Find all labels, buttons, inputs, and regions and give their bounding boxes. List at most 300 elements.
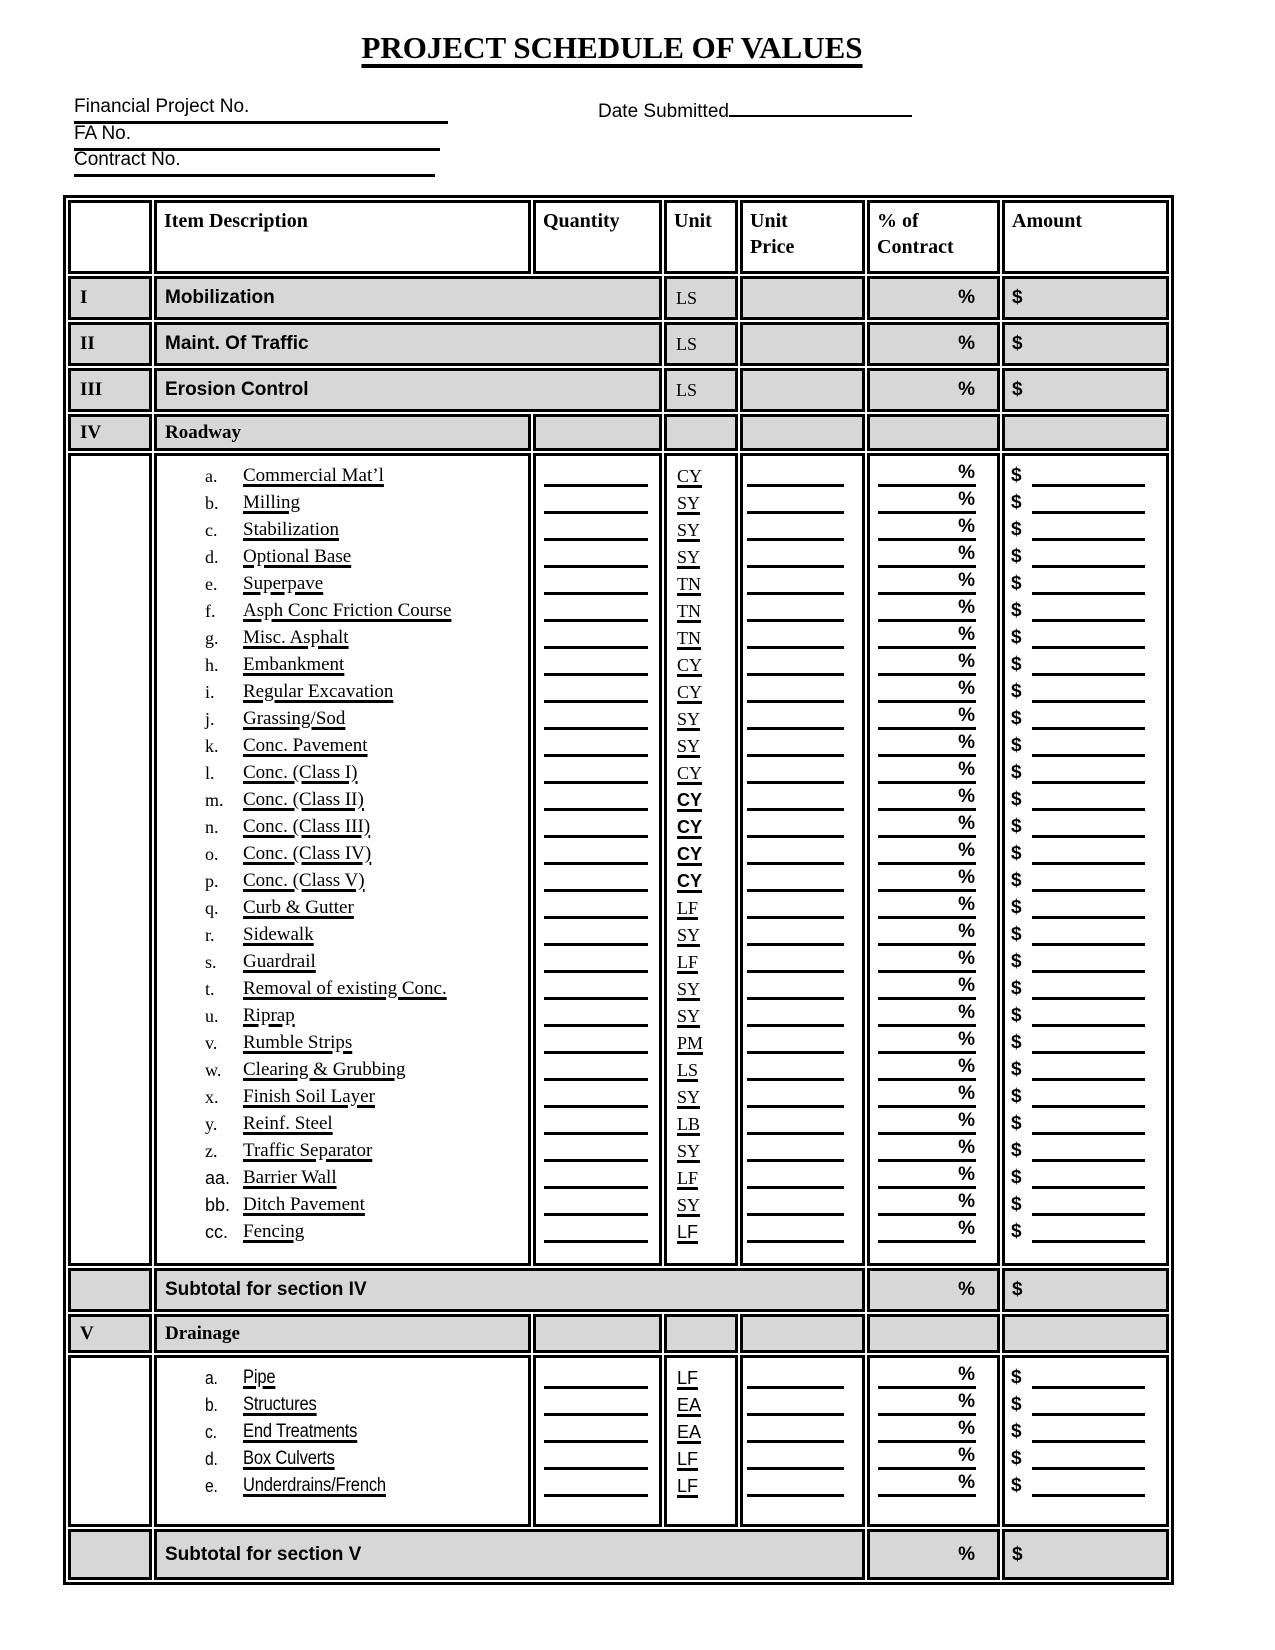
unit-price-blank[interactable] [747, 884, 844, 892]
item-line-amt [1006, 1471, 1165, 1498]
item-line-qty [537, 1136, 658, 1163]
percent-cell[interactable]: % [867, 368, 1000, 412]
quantity-blank[interactable] [544, 695, 648, 703]
item-line-qty [537, 1190, 658, 1217]
item-letter: bb. [205, 1195, 231, 1215]
item-description: Pipe [243, 1367, 276, 1388]
quantity-blank[interactable] [544, 803, 648, 811]
quantity-blank[interactable] [544, 884, 648, 892]
percent-sign: % [958, 1218, 975, 1239]
quantity-blank[interactable] [544, 506, 648, 514]
item-line-qty [537, 758, 658, 785]
quantity-blank[interactable] [544, 938, 648, 946]
amount-blank[interactable] [1032, 479, 1145, 487]
item-description: Grassing/Sod [243, 708, 346, 729]
roadway-units [664, 453, 738, 1266]
fa-no-field[interactable] [74, 123, 440, 151]
amount-blank[interactable] [1032, 1489, 1145, 1497]
unit-price-blank[interactable] [747, 1100, 844, 1108]
item-description: Asph Conc Friction Course [243, 600, 452, 621]
quantity-blank[interactable] [544, 911, 648, 919]
item-line-pct [871, 542, 996, 569]
item-line-unit [668, 947, 734, 974]
row-description: Maint. Of Traffic [154, 322, 662, 366]
quantity-blank[interactable] [544, 992, 648, 1000]
item-line-desc [158, 731, 527, 758]
header-pct-of-contract: % of Contract [867, 200, 1000, 274]
unit-price-blank[interactable] [747, 533, 844, 541]
quantity-blank[interactable] [544, 1208, 648, 1216]
item-line-pct [871, 812, 996, 839]
quantity-blank[interactable] [544, 1181, 648, 1189]
item-line-pct [871, 920, 996, 947]
unit-price-blank[interactable] [747, 722, 844, 730]
percent-sign: % [958, 597, 975, 618]
dollar-sign: $ [1011, 924, 1022, 945]
item-line-price [744, 1055, 861, 1082]
amount-blank[interactable] [1032, 803, 1145, 811]
item-line-desc [158, 1390, 527, 1417]
dollar-sign: $ [1011, 897, 1022, 918]
dollar-sign: $ [1011, 1221, 1022, 1242]
drainage-units [664, 1355, 738, 1527]
item-line-price [744, 920, 861, 947]
amount-cell[interactable]: $ [1002, 276, 1169, 320]
item-line-qty [537, 1471, 658, 1498]
item-line-price [744, 974, 861, 1001]
item-letter: a. [205, 1368, 218, 1388]
empty-cell [68, 1529, 152, 1580]
amount-blank[interactable] [1032, 668, 1145, 676]
item-line-amt [1006, 461, 1165, 488]
contract-no-field[interactable] [74, 149, 435, 177]
item-line-amt [1006, 1417, 1165, 1444]
unit-price-blank[interactable] [747, 1435, 844, 1443]
item-unit: LF [677, 1476, 699, 1496]
percent-sign: % [958, 516, 975, 537]
quantity-blank[interactable] [544, 641, 648, 649]
percent-sign: % [958, 867, 975, 888]
amount-cell[interactable]: $ [1002, 368, 1169, 412]
empty-cell [867, 414, 1000, 451]
percent-sign: % [958, 786, 975, 807]
dollar-sign: $ [1011, 735, 1022, 756]
item-line-amt [1006, 947, 1165, 974]
amount-blank[interactable] [1032, 1381, 1145, 1389]
item-line-desc [158, 1417, 527, 1444]
unit-price-blank[interactable] [747, 1019, 844, 1027]
dollar-sign: $ [1011, 546, 1022, 567]
item-line-amt [1006, 569, 1165, 596]
amount-blank[interactable] [1032, 1462, 1145, 1470]
item-line-amt [1006, 488, 1165, 515]
item-line-amt [1006, 1217, 1165, 1244]
unit-price-blank[interactable] [747, 1235, 844, 1243]
quantity-blank[interactable] [544, 857, 648, 865]
amount-blank[interactable] [1032, 506, 1145, 514]
unit-price-blank[interactable] [747, 1154, 844, 1162]
item-description: Misc. Asphalt [243, 627, 349, 648]
item-line-unit [668, 704, 734, 731]
item-line-unit [668, 1190, 734, 1217]
item-description: Conc. (Class V) [243, 870, 365, 891]
item-line-qty [537, 596, 658, 623]
percent-sign: % [958, 1110, 975, 1131]
amount-blank[interactable] [1032, 1208, 1145, 1216]
item-description: Conc. (Class IV) [243, 843, 372, 864]
section-title: Roadway [154, 414, 531, 451]
dollar-sign: $ [1011, 1448, 1022, 1469]
roadway-amounts [1002, 453, 1169, 1266]
amount-cell[interactable]: $ [1002, 1268, 1169, 1312]
percent-sign: % [958, 705, 975, 726]
quantity-blank[interactable] [544, 479, 648, 487]
percent-sign: % [958, 678, 975, 699]
empty-cell [740, 414, 865, 451]
item-line-pct [871, 1028, 996, 1055]
item-line-desc [158, 1136, 527, 1163]
unit-price-blank[interactable] [747, 938, 844, 946]
drainage-percents [867, 1355, 1000, 1527]
item-line-unit [668, 920, 734, 947]
item-line-pct [871, 758, 996, 785]
quantity-blank[interactable] [544, 1046, 648, 1054]
subtotal-section-4-row [68, 1268, 1169, 1312]
item-unit: LF [677, 952, 699, 972]
empty-cell [68, 453, 152, 1266]
quantity-blank[interactable] [544, 533, 648, 541]
item-line-pct [871, 1163, 996, 1190]
item-unit: CY [677, 790, 703, 810]
unit-price-cell[interactable] [740, 322, 865, 366]
item-line-qty [537, 1001, 658, 1028]
dollar-sign: $ [1011, 627, 1022, 648]
amount-cell[interactable]: $ [1002, 1529, 1169, 1580]
item-line-unit [668, 866, 734, 893]
quantity-blank[interactable] [544, 668, 648, 676]
item-unit: CY [677, 655, 703, 675]
amount-blank[interactable] [1032, 614, 1145, 622]
unit-price-blank[interactable] [747, 1208, 844, 1216]
item-letter: d. [205, 1449, 218, 1469]
item-line-pct [871, 1444, 996, 1471]
quantity-blank[interactable] [544, 1462, 648, 1470]
unit-price-blank[interactable] [747, 560, 844, 568]
dollar-sign: $ [1011, 681, 1022, 702]
item-line-pct [871, 488, 996, 515]
quantity-blank[interactable] [544, 587, 648, 595]
item-line-pct [871, 1082, 996, 1109]
amount-blank[interactable] [1032, 587, 1145, 595]
amount-blank[interactable] [1032, 1154, 1145, 1162]
percent-sign: % [958, 1056, 975, 1077]
item-line-pct [871, 1363, 996, 1390]
amount-blank[interactable] [1032, 884, 1145, 892]
amount-blank[interactable] [1032, 1100, 1145, 1108]
percent-cell[interactable]: % [867, 1529, 1000, 1580]
item-line-amt [1006, 704, 1165, 731]
item-description: Finish Soil Layer [243, 1086, 375, 1107]
unit-price-cell[interactable] [740, 368, 865, 412]
dollar-sign: $ [1011, 1475, 1022, 1496]
quantity-blank[interactable] [544, 1408, 648, 1416]
amount-blank[interactable] [1032, 911, 1145, 919]
item-line-unit [668, 893, 734, 920]
empty-cell [68, 1355, 152, 1527]
subtotal-label: Subtotal for section V [154, 1529, 865, 1580]
unit-price-blank[interactable] [747, 749, 844, 757]
item-line-desc [158, 623, 527, 650]
percent-sign: % [958, 1391, 975, 1412]
page-title: PROJECT SCHEDULE OF VALUES [361, 30, 863, 65]
quantity-blank[interactable] [544, 1073, 648, 1081]
item-description: Sidewalk [243, 924, 314, 945]
unit-price-blank[interactable] [747, 965, 844, 973]
empty-cell [867, 1314, 1000, 1353]
dollar-sign: $ [1011, 1032, 1022, 1053]
item-line-pct [871, 947, 996, 974]
item-unit: PM [677, 1033, 704, 1053]
row-number: II [68, 322, 152, 366]
quantity-blank[interactable] [544, 1235, 648, 1243]
quantity-blank[interactable] [544, 965, 648, 973]
dollar-sign: $ [1011, 654, 1022, 675]
item-line-desc [158, 839, 527, 866]
percent-cell[interactable]: % [867, 276, 1000, 320]
item-line-qty [537, 1055, 658, 1082]
unit-price-blank[interactable] [747, 1181, 844, 1189]
item-letter: t. [205, 979, 215, 999]
item-line-qty [537, 650, 658, 677]
amount-blank[interactable] [1032, 1235, 1145, 1243]
item-letter: e. [205, 574, 218, 594]
percent-sign: % [958, 894, 975, 915]
unit-price-blank[interactable] [747, 830, 844, 838]
amount-blank[interactable] [1032, 830, 1145, 838]
item-unit: SY [677, 1141, 701, 1161]
quantity-blank[interactable] [544, 1019, 648, 1027]
item-line-qty [537, 785, 658, 812]
roadway-descriptions [154, 453, 531, 1266]
amount-blank[interactable] [1032, 1073, 1145, 1081]
item-line-price [744, 947, 861, 974]
item-line-desc [158, 1363, 527, 1390]
amount-blank[interactable] [1032, 857, 1145, 865]
row-mobilization [68, 276, 1169, 320]
item-line-unit [668, 758, 734, 785]
percent-cell[interactable]: % [867, 1268, 1000, 1312]
percent-sign: % [958, 840, 975, 861]
drainage-quantities [533, 1355, 662, 1527]
percent-sign: % [958, 462, 975, 483]
unit-price-blank[interactable] [747, 668, 844, 676]
item-letter: p. [205, 871, 219, 891]
empty-cell [1002, 1314, 1169, 1353]
date-submitted-row [598, 96, 912, 121]
item-line-qty [537, 920, 658, 947]
item-letter: v. [205, 1033, 218, 1053]
amount-blank[interactable] [1032, 776, 1145, 784]
percent-sign: % [958, 1445, 975, 1466]
unit-price-blank[interactable] [747, 803, 844, 811]
amount-blank[interactable] [1032, 722, 1145, 730]
item-line-price [744, 1390, 861, 1417]
section-title: Drainage [154, 1314, 531, 1353]
item-line-price [744, 866, 861, 893]
unit-price-blank[interactable] [747, 1073, 844, 1081]
quantity-blank[interactable] [544, 1489, 648, 1497]
header-unit: Unit [664, 200, 738, 274]
dollar-sign: $ [1011, 708, 1022, 729]
item-line-unit [668, 1363, 734, 1390]
percent-cell[interactable]: % [867, 322, 1000, 366]
item-description: Conc. (Class III) [243, 816, 371, 837]
quantity-blank[interactable] [544, 614, 648, 622]
unit-price-cell[interactable] [740, 276, 865, 320]
amount-blank[interactable] [1032, 560, 1145, 568]
quantity-blank[interactable] [544, 560, 648, 568]
empty-cell [1002, 414, 1169, 451]
item-unit: LS [677, 1060, 699, 1080]
quantity-blank[interactable] [544, 1154, 648, 1162]
item-line-price [744, 542, 861, 569]
unit-price-blank[interactable] [747, 1046, 844, 1054]
percent-sign: % [958, 921, 975, 942]
amount-blank[interactable] [1032, 992, 1145, 1000]
item-unit: SY [677, 1006, 701, 1026]
item-unit: LF [677, 1449, 699, 1469]
amount-blank[interactable] [1032, 938, 1145, 946]
header-row [68, 200, 1169, 274]
item-line-desc [158, 1190, 527, 1217]
unit-price-blank[interactable] [747, 1127, 844, 1135]
unit-price-blank[interactable] [747, 695, 844, 703]
amount-blank[interactable] [1032, 641, 1145, 649]
header-unit-price: Unit Price [740, 200, 865, 274]
amount-blank[interactable] [1032, 1019, 1145, 1027]
dollar-sign: $ [1011, 1113, 1022, 1134]
unit-price-blank[interactable] [747, 911, 844, 919]
item-letter: j. [205, 709, 215, 729]
quantity-blank[interactable] [544, 749, 648, 757]
item-line-price [744, 893, 861, 920]
percent-sign: % [958, 570, 975, 591]
item-line-qty [537, 542, 658, 569]
dollar-sign: $ [1011, 1059, 1022, 1080]
percent-sign: % [958, 1418, 975, 1439]
unit-price-blank[interactable] [747, 857, 844, 865]
item-description: Milling [243, 492, 301, 513]
row-unit: LS [664, 368, 738, 412]
financial-project-no-field[interactable] [74, 96, 448, 124]
unit-price-blank[interactable] [747, 992, 844, 1000]
percent-sign: % [958, 1472, 975, 1493]
item-description: Guardrail [243, 951, 316, 972]
amount-blank[interactable] [1032, 533, 1145, 541]
item-line-qty [537, 623, 658, 650]
drainage-descriptions [154, 1355, 531, 1527]
unit-price-blank[interactable] [747, 776, 844, 784]
amount-blank[interactable] [1032, 1435, 1145, 1443]
quantity-blank[interactable] [544, 722, 648, 730]
item-line-pct [871, 623, 996, 650]
amount-blank[interactable] [1032, 1127, 1145, 1135]
item-letter: o. [205, 844, 219, 864]
item-line-desc [158, 569, 527, 596]
quantity-blank[interactable] [544, 1381, 648, 1389]
item-line-desc [158, 1028, 527, 1055]
item-description: Fencing [243, 1221, 305, 1242]
item-unit: LF [677, 1368, 699, 1388]
dollar-sign: $ [1011, 1086, 1022, 1107]
item-line-unit [668, 1444, 734, 1471]
item-line-price [744, 704, 861, 731]
item-line-pct [871, 866, 996, 893]
item-description: Traffic Separator [243, 1140, 373, 1161]
percent-sign: % [958, 651, 975, 672]
dollar-sign: $ [1011, 1421, 1022, 1442]
item-line-price [744, 1001, 861, 1028]
item-line-unit [668, 1471, 734, 1498]
row-description: Mobilization [154, 276, 662, 320]
percent-sign: % [958, 489, 975, 510]
amount-blank[interactable] [1032, 1046, 1145, 1054]
unit-price-blank[interactable] [747, 587, 844, 595]
unit-price-blank[interactable] [747, 1408, 844, 1416]
item-unit: SY [677, 1195, 701, 1215]
item-line-price [744, 596, 861, 623]
item-line-qty [537, 839, 658, 866]
amount-blank[interactable] [1032, 695, 1145, 703]
unit-price-blank[interactable] [747, 614, 844, 622]
quantity-blank[interactable] [544, 1435, 648, 1443]
unit-price-blank[interactable] [747, 1381, 844, 1389]
quantity-blank[interactable] [544, 1127, 648, 1135]
section-roadway-header [68, 414, 1169, 451]
item-line-desc [158, 515, 527, 542]
amount-blank[interactable] [1032, 1181, 1145, 1189]
item-unit: SY [677, 979, 701, 999]
unit-price-blank[interactable] [747, 506, 844, 514]
amount-blank[interactable] [1032, 1408, 1145, 1416]
quantity-blank[interactable] [544, 830, 648, 838]
item-description: Embankment [243, 654, 345, 675]
empty-cell [68, 1268, 152, 1312]
item-unit: TN [677, 601, 701, 621]
item-line-qty [537, 488, 658, 515]
unit-price-blank[interactable] [747, 1462, 844, 1470]
item-unit: SY [677, 925, 701, 945]
section-number: IV [68, 414, 152, 451]
amount-cell[interactable]: $ [1002, 322, 1169, 366]
item-line-desc [158, 596, 527, 623]
unit-price-blank[interactable] [747, 479, 844, 487]
date-submitted-blank[interactable] [729, 96, 912, 117]
item-letter: q. [205, 898, 219, 918]
amount-blank[interactable] [1032, 965, 1145, 973]
unit-price-blank[interactable] [747, 641, 844, 649]
dollar-sign: $ [1011, 1167, 1022, 1188]
item-line-pct [871, 677, 996, 704]
percent-sign: % [958, 1029, 975, 1050]
item-line-qty [537, 974, 658, 1001]
quantity-blank[interactable] [544, 776, 648, 784]
quantity-blank[interactable] [544, 1100, 648, 1108]
item-line-unit [668, 1028, 734, 1055]
drainage-amounts [1002, 1355, 1169, 1527]
unit-price-blank[interactable] [747, 1489, 844, 1497]
amount-blank[interactable] [1032, 749, 1145, 757]
